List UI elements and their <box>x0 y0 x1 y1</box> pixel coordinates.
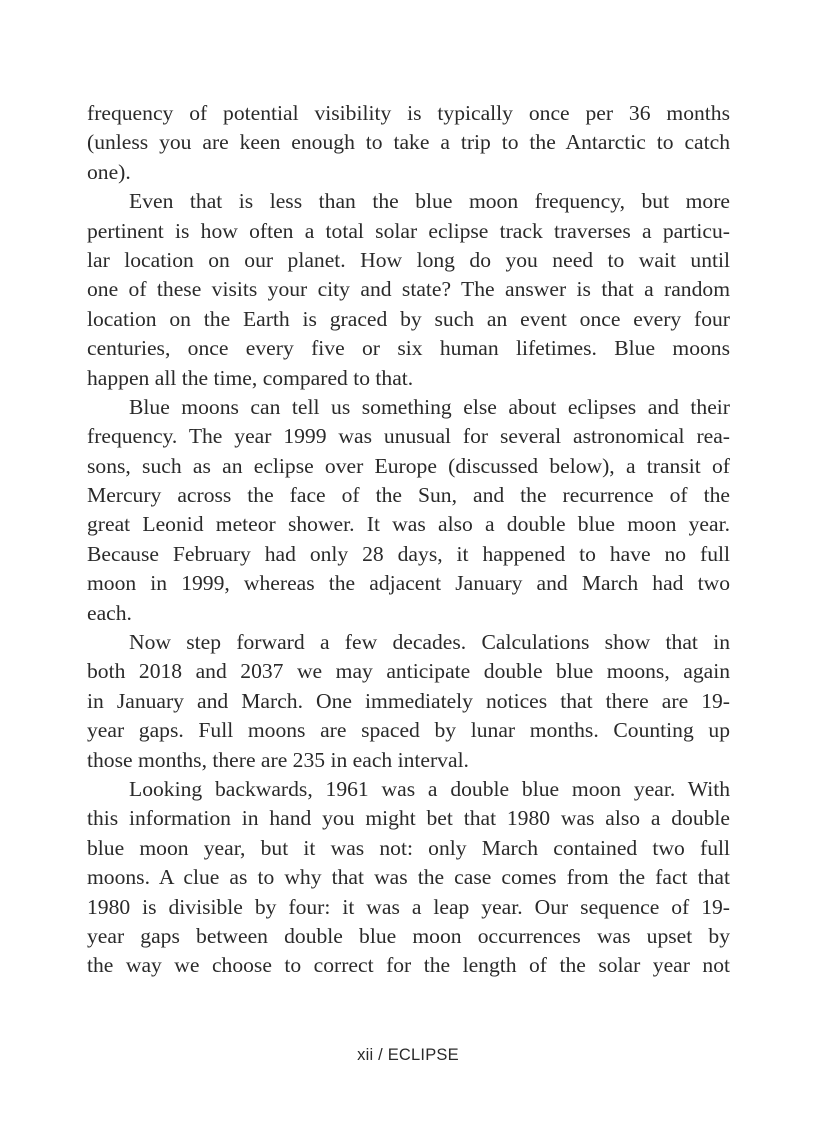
page-footer: xii / ECLIPSE <box>357 1046 459 1064</box>
text-line: moon in 1999, whereas the adjacent January and March had two <box>87 571 730 596</box>
text-line: one). <box>87 159 131 184</box>
text-line: Because February had only 28 days, it happened to have no full <box>87 541 730 566</box>
text-line: this information in hand you might bet that 1980 was also a double <box>87 806 730 831</box>
text-line: blue moon year, but it was not: only March contained two full <box>87 835 730 860</box>
text-line: pertinent is how often a total solar eclipse track traverses a particu- <box>87 218 730 243</box>
text-line: each. <box>87 600 132 625</box>
text-line: year gaps. Full moons are spaced by lunar months. Counting up <box>87 718 730 743</box>
text-line: frequency of potential visibility is typically once per 36 months <box>87 101 730 125</box>
text-line: frequency. The year 1999 was unusual for several astronomical rea- <box>87 424 730 449</box>
text-line: great Leonid meteor shower. It was also a double blue moon year. <box>87 512 730 537</box>
text-line: moons. A clue as to why that was the case comes from the fact that <box>87 865 730 890</box>
text-line: happen all the time, compared to that. <box>87 365 414 390</box>
text-line: Blue moons can tell us something else about eclipses and their <box>129 394 730 419</box>
text-line: year gaps between double blue moon occurrences was upset by <box>87 923 730 948</box>
text-line: Now step forward a few decades. Calculations show that in <box>129 630 730 655</box>
text-line: Mercury across the face of the Sun, and the recurrence of the <box>87 483 730 508</box>
text-line: one of these visits your city and state? The answer is that a random <box>87 277 730 302</box>
text-line: in January and March. One immediately notices that there are 19- <box>87 688 730 713</box>
text-line: (unless you are keen enough to take a trip to the Antarctic to catch <box>87 130 730 155</box>
text-line: Looking backwards, 1961 was a double blue moon year. With <box>129 776 730 801</box>
text-line: 1980 is divisible by four: it was a leap year. Our sequence of 19- <box>87 894 730 919</box>
paragraph <box>87 187 730 393</box>
text-line: sons, such as an eclipse over Europe (discussed below), a transit of <box>87 453 730 478</box>
text-line: the way we choose to correct for the length of the solar year not <box>87 953 730 978</box>
text-line: centuries, once every five or six human lifetimes. Blue moons <box>87 336 730 361</box>
text-line: those months, there are 235 in each interval. <box>87 747 469 772</box>
text-line: Even that is less than the blue moon frequency, but more <box>129 189 730 214</box>
paragraph <box>87 393 730 628</box>
paragraph <box>87 99 730 187</box>
text-line: lar location on our planet. How long do you need to wait until <box>87 247 730 272</box>
paragraph <box>87 628 730 775</box>
paragraph <box>87 775 730 981</box>
body-text <box>87 99 730 981</box>
text-line: both 2018 and 2037 we may anticipate double blue moons, again <box>87 659 730 684</box>
text-line: location on the Earth is graced by such an event once every four <box>87 306 730 331</box>
